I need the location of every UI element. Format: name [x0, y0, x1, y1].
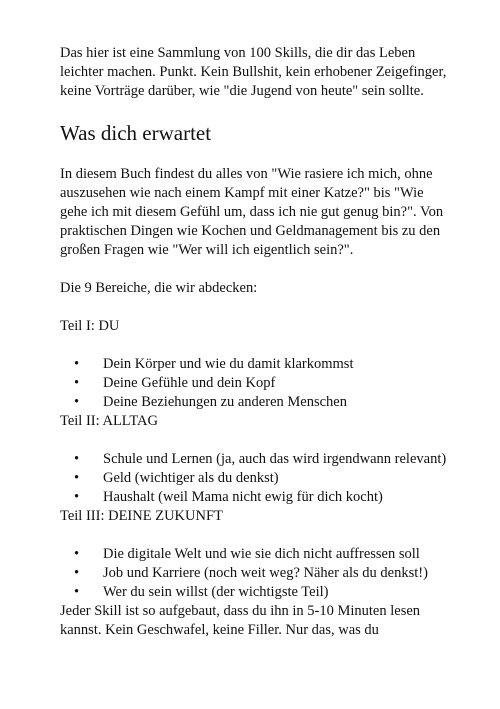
list-item-text: Die digitale Welt und wie sie dich nicht auffressen soll — [103, 546, 420, 562]
list-item — [60, 469, 448, 488]
part-list-3 — [60, 545, 448, 602]
list-item-text: Schule und Lernen (ja, auch das wird irgendwann relevant) — [103, 451, 447, 467]
list-item — [60, 355, 448, 374]
closing-paragraph: Jeder Skill ist so aufgebaut, dass du ihn in 5-10 Minuten lesen kannst. Kein Geschwafel, keine Filler. Nur das, was du — [60, 603, 421, 638]
bullet-icon: • — [74, 394, 80, 410]
bullet-icon: • — [74, 451, 80, 467]
list-item — [60, 374, 448, 393]
part-list-1 — [60, 355, 448, 412]
list-item-text: Dein Körper und wie du damit klarkommst — [103, 356, 354, 372]
list-item — [60, 393, 448, 412]
list-item — [60, 488, 448, 507]
section-heading: Was dich erwartet — [60, 121, 212, 145]
list-item — [60, 583, 448, 602]
list-item-text: Haushalt (weil Mama nicht ewig für dich kocht) — [103, 489, 383, 505]
bullet-icon: • — [74, 584, 80, 600]
part-title-2: Teil II: ALLTAG — [60, 413, 158, 429]
part-title-1: Teil I: DU — [60, 318, 120, 334]
list-item-text: Wer du sein willst (der wichtigste Teil) — [103, 584, 329, 600]
list-item — [60, 564, 448, 583]
bullet-icon: • — [74, 565, 80, 581]
intro-paragraph: Das hier ist eine Sammlung von 100 Skills, die dir das Leben leichter machen. Punkt. Kein Bullshit, kein erhobener Zeigefinger, keine Vorträge darüber, wie "die Jugend von heute" sein sollte. — [60, 45, 447, 99]
bullet-icon: • — [74, 470, 80, 486]
list-item — [60, 545, 448, 564]
list-item-text: Geld (wichtiger als du denkst) — [103, 470, 279, 486]
list-item-text: Deine Beziehungen zu anderen Menschen — [103, 394, 347, 410]
description-paragraph: In diesem Buch findest du alles von "Wie rasiere ich mich, ohne auszusehen wie nach einem Kampf mit einer Katze?" bis "Wie gehe ich mit diesem Gefühl um, dass ich nie gut genug bin?". Von praktischen Dingen wie Kochen und Geldmanagement bis zu den großen Fragen wie "Wer will ich eigentlich sein?". — [60, 166, 444, 258]
areas-intro-text: Die 9 Bereiche, die wir abdecken: — [60, 280, 258, 296]
bullet-icon: • — [74, 489, 80, 505]
part-title-3: Teil III: DEINE ZUKUNFT — [60, 508, 223, 524]
bullet-icon: • — [74, 375, 80, 391]
bullet-icon: • — [74, 356, 80, 372]
list-item-text: Deine Gefühle und dein Kopf — [103, 375, 276, 391]
list-item-text: Job und Karriere (noch weit weg? Näher als du denkst!) — [103, 565, 428, 581]
part-list-2 — [60, 450, 448, 507]
bullet-icon: • — [74, 546, 80, 562]
list-item — [60, 450, 448, 469]
